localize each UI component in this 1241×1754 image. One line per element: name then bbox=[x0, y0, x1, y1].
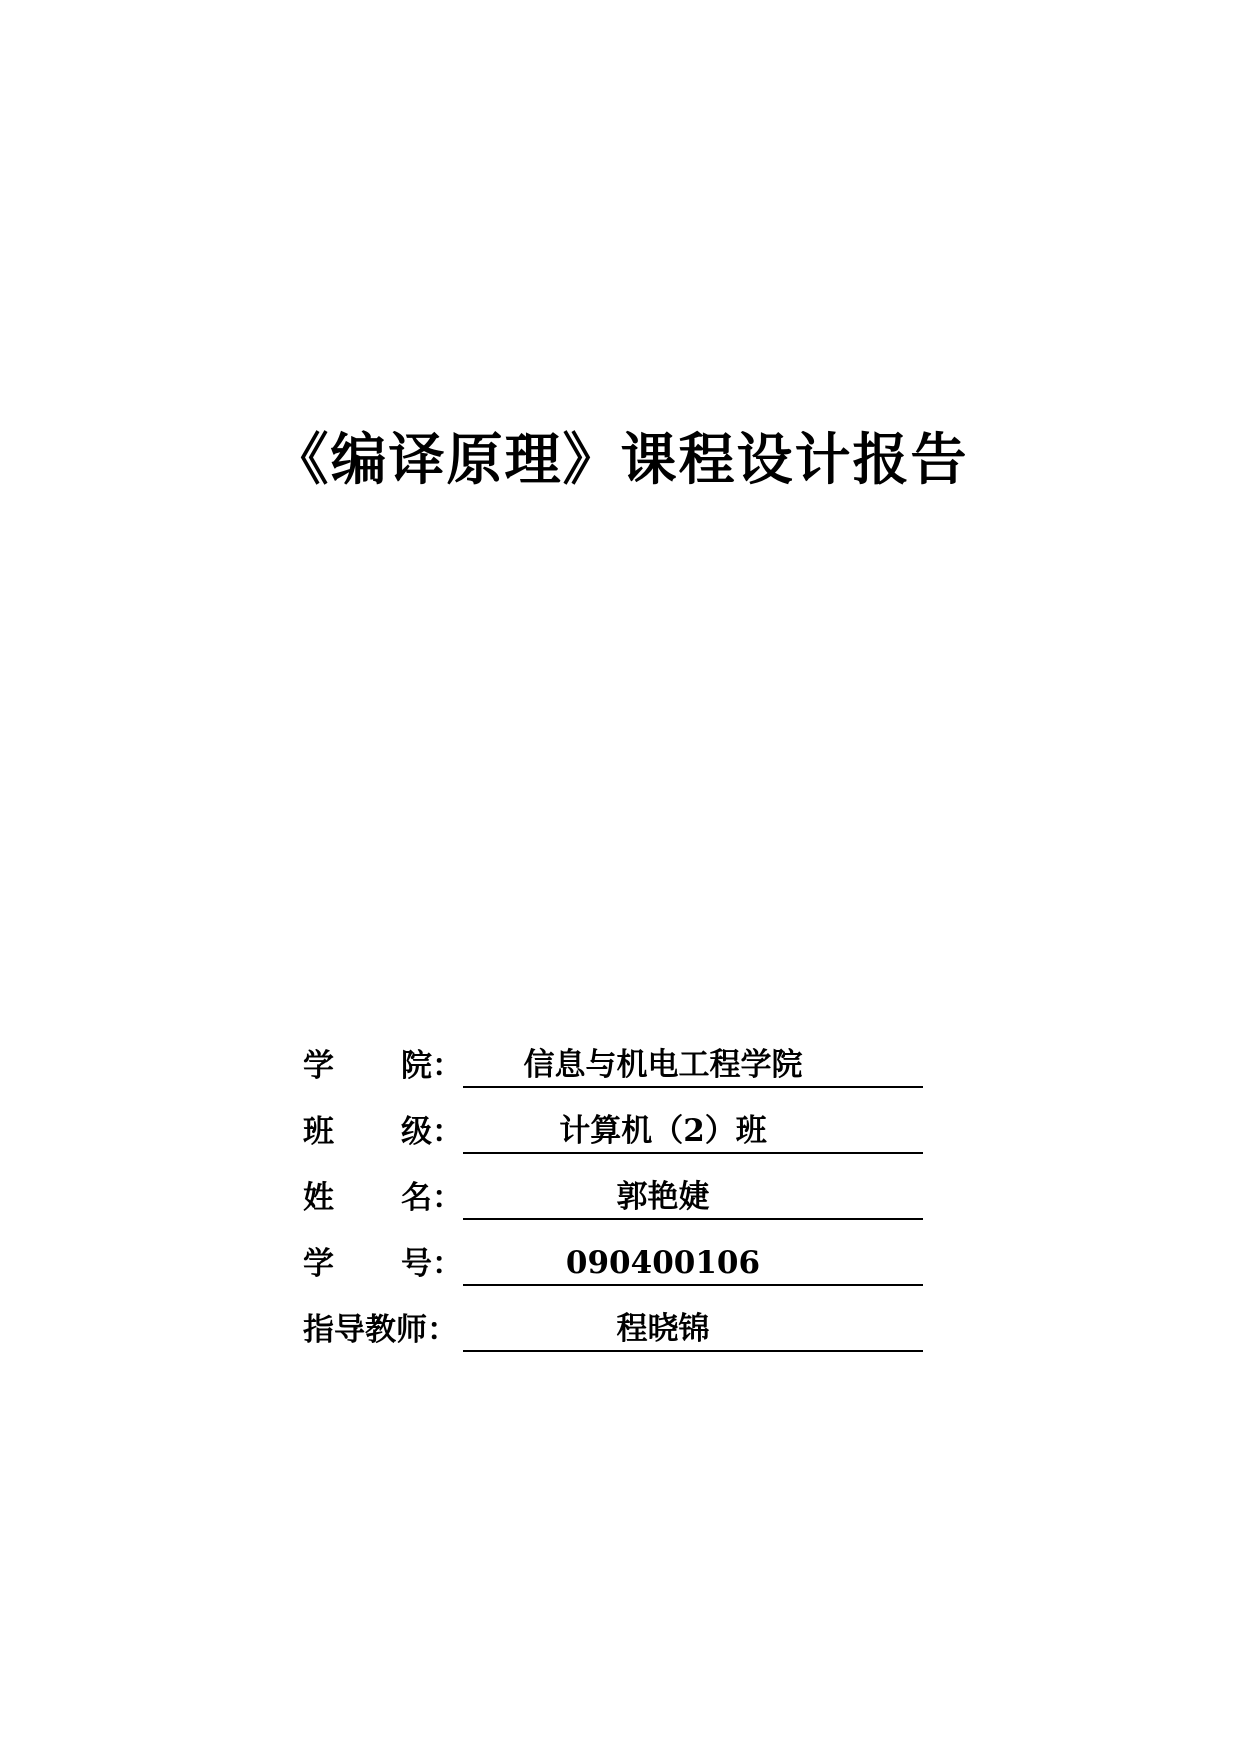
name-label-part1: 姓 bbox=[303, 1180, 334, 1216]
college-field bbox=[463, 1040, 923, 1088]
college-value: 信息与机电工程学院 bbox=[523, 1047, 803, 1083]
class-value: 计算机（2）班 bbox=[559, 1113, 767, 1149]
advisor-label: 指导教师： bbox=[303, 1312, 458, 1348]
class-field bbox=[463, 1106, 923, 1154]
advisor-field bbox=[463, 1304, 923, 1352]
class-label bbox=[303, 1110, 463, 1162]
college-label-part1: 学 bbox=[303, 1048, 334, 1084]
student-id-field bbox=[463, 1238, 923, 1286]
info-row-advisor bbox=[303, 1294, 923, 1360]
college-label-part2: 院： bbox=[401, 1048, 463, 1084]
info-row-student-id bbox=[303, 1228, 923, 1294]
advisor-value: 程晓锦 bbox=[616, 1311, 710, 1347]
college-label bbox=[303, 1044, 463, 1096]
info-row-class bbox=[303, 1096, 923, 1162]
name-label-part2: 名： bbox=[401, 1180, 463, 1216]
name-value: 郭艳婕 bbox=[616, 1179, 710, 1215]
student-id-label bbox=[303, 1242, 463, 1294]
name-label bbox=[303, 1176, 463, 1228]
student-id-label-part2: 号： bbox=[401, 1246, 463, 1282]
name-field bbox=[463, 1172, 923, 1220]
student-info-block bbox=[303, 1030, 923, 1360]
class-label-part1: 班 bbox=[303, 1114, 334, 1150]
class-label-part2: 级： bbox=[401, 1114, 463, 1150]
info-row-name bbox=[303, 1162, 923, 1228]
student-id-label-part1: 学 bbox=[303, 1246, 334, 1282]
report-title: 《编译原理》课程设计报告 bbox=[272, 427, 969, 493]
student-id-value: 090400106 bbox=[565, 1245, 761, 1281]
info-row-college bbox=[303, 1030, 923, 1096]
